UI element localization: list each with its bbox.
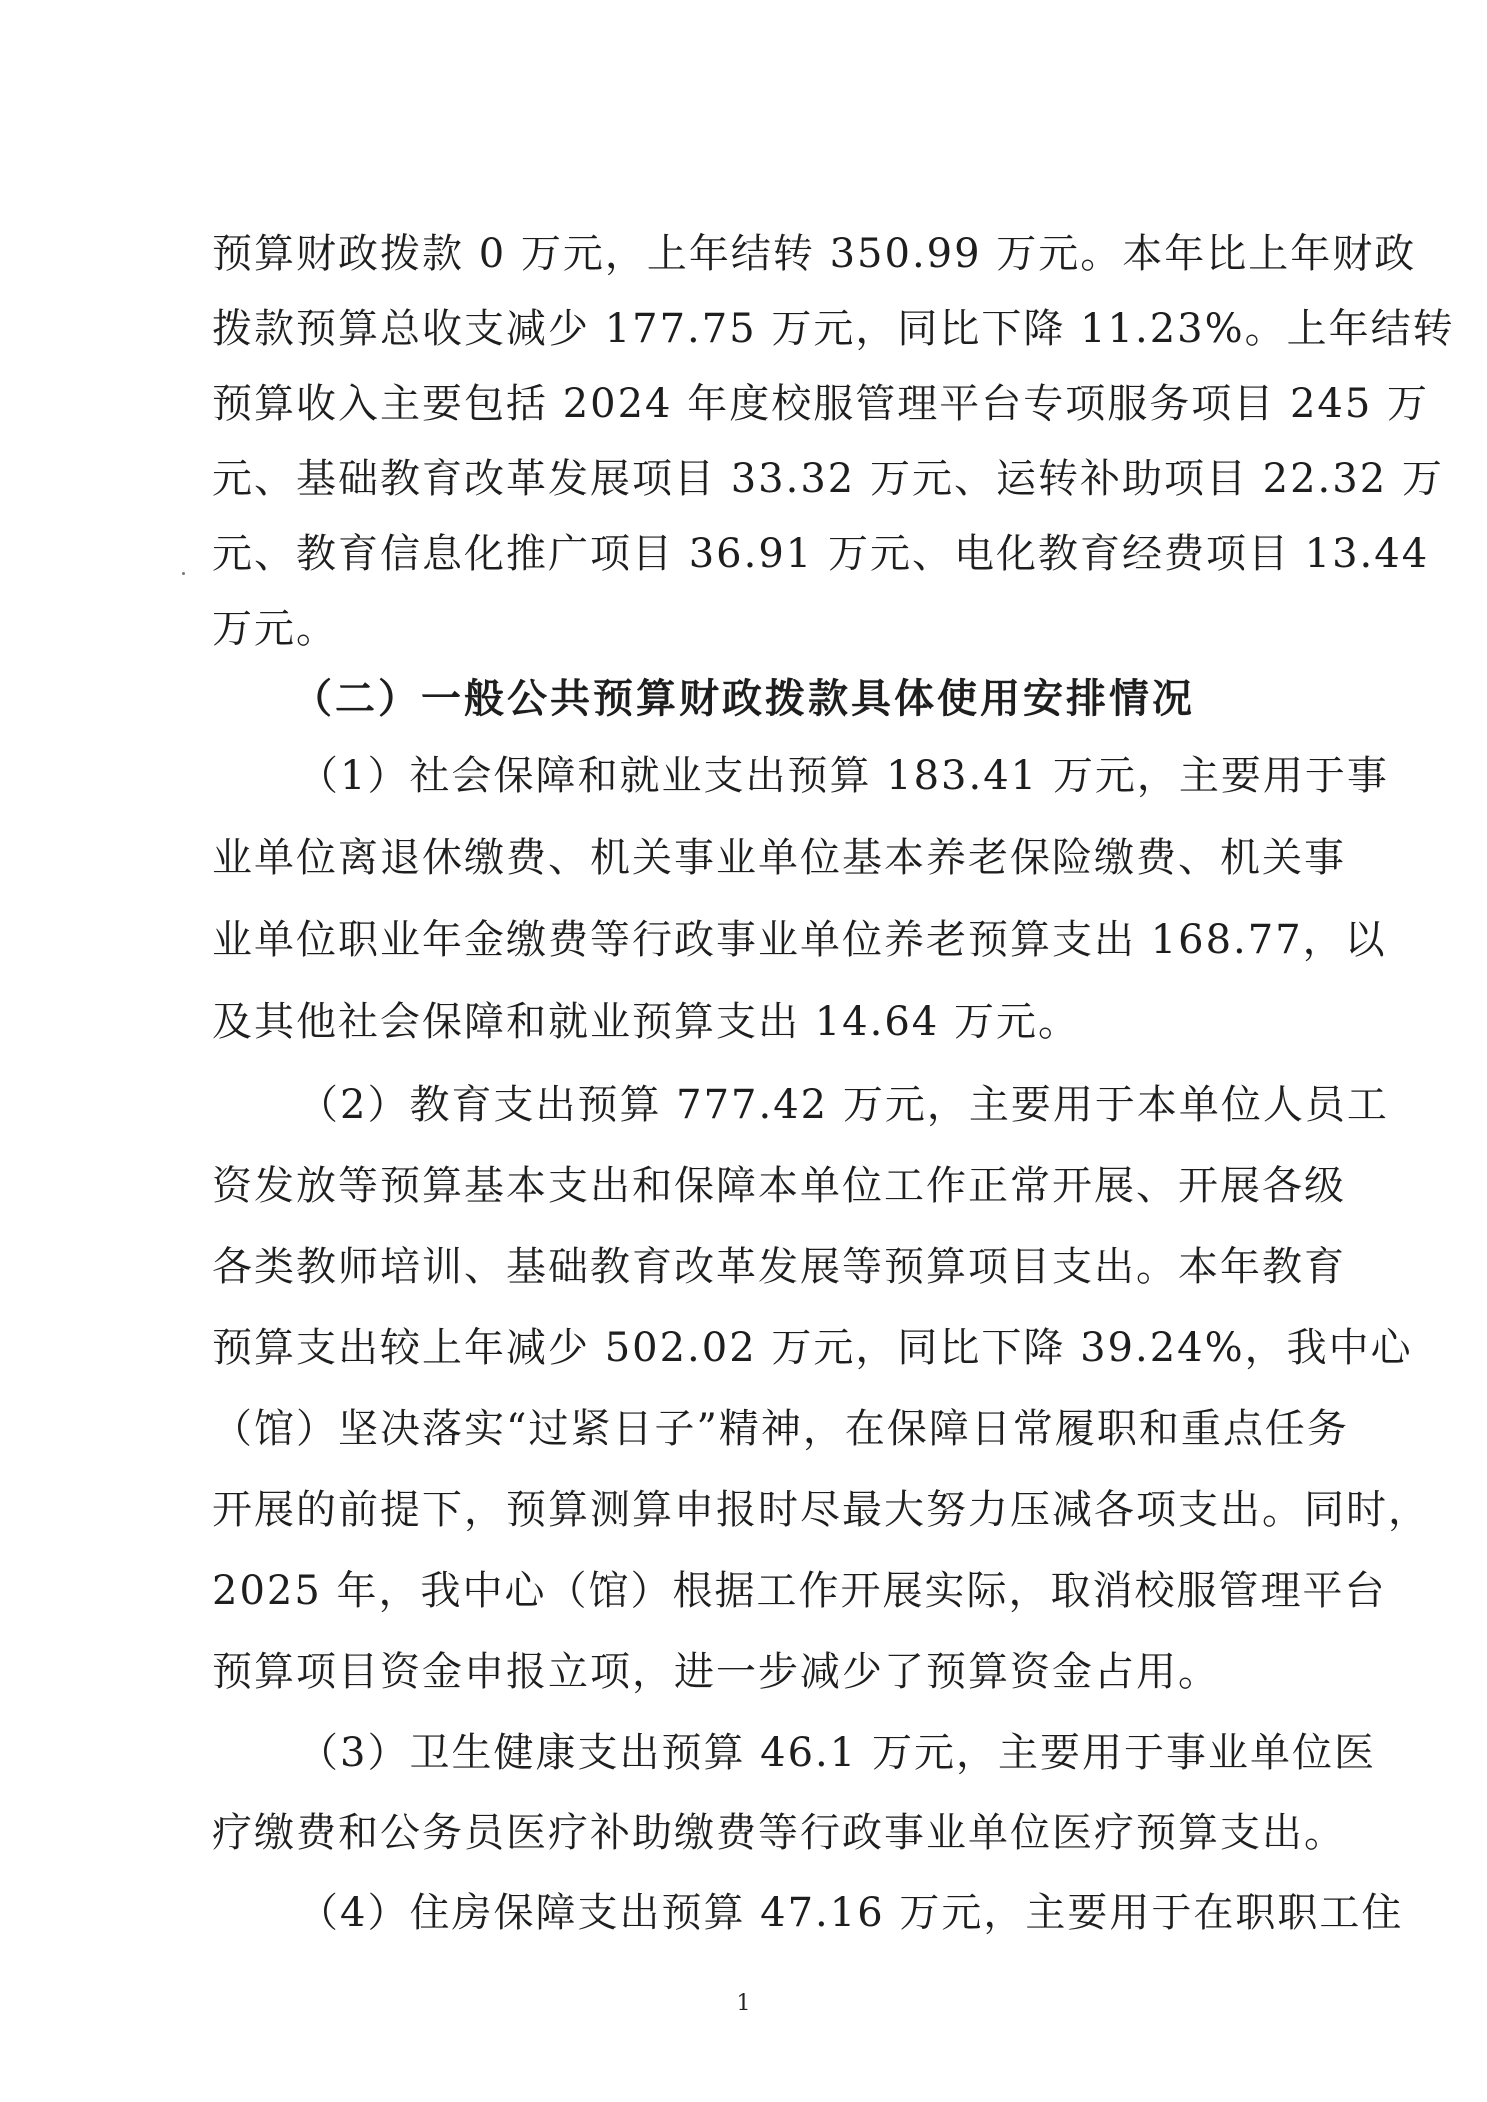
text-line-11: 及其他社会保障和就业预算支出 14.64 万元。 [212,999,1080,1045]
text-line-5: 元、教育信息化推广项目 36.91 万元、电化教育经费项目 13.44 [212,531,1430,577]
text-line-8: （1）社会保障和就业支出预算 183.41 万元，主要用于事 [298,753,1389,799]
text-line-16: （馆）坚决落实“过紧日子”精神，在保障日常履职和重点任务 [212,1406,1349,1452]
text-line-4: 元、基础教育改革发展项目 33.32 万元、运转补助项目 22.32 万 [212,456,1444,502]
text-line-18: 2025 年，我中心（馆）根据工作开展实际，取消校服管理平台 [212,1568,1387,1614]
text-line-13: 资发放等预算基本支出和保障本单位工作正常开展、开展各级 [212,1163,1346,1209]
text-line-6: 万元。 [212,606,338,652]
text-line-19: 预算项目资金申报立项，进一步减少了预算资金占用。 [212,1649,1220,1695]
text-line-1: 预算财政拨款 0 万元，上年结转 350.99 万元。本年比上年财政 [212,231,1417,277]
text-line-22: （4）住房保障支出预算 47.16 万元，主要用于在职职工住 [298,1890,1404,1936]
text-line-20: （3）卫生健康支出预算 46.1 万元，主要用于事业单位医 [298,1730,1376,1776]
text-line-12: （2）教育支出预算 777.42 万元，主要用于本单位人员工 [298,1082,1389,1128]
text-line-3: 预算收入主要包括 2024 年度校服管理平台专项服务项目 245 万 [212,381,1430,427]
scan-speck [182,572,185,575]
section-heading: （二）一般公共预算财政拨款具体使用安排情况 [292,675,1195,722]
text-line-17: 开展的前提下，预算测算申报时尽最大努力压减各项支出。同时， [212,1487,1430,1533]
text-line-2: 拨款预算总收支减少 177.75 万元，同比下降 11.23%。上年结转 [212,306,1455,352]
text-line-15: 预算支出较上年减少 502.02 万元，同比下降 39.24%，我中心 [212,1325,1413,1371]
text-line-14: 各类教师培训、基础教育改革发展等预算项目支出。本年教育 [212,1244,1346,1290]
page-number: 1 [736,1991,751,2016]
text-line-21: 疗缴费和公务员医疗补助缴费等行政事业单位医疗预算支出。 [212,1810,1346,1856]
text-line-9: 业单位离退休缴费、机关事业单位基本养老保险缴费、机关事 [212,835,1346,881]
text-line-10: 业单位职业年金缴费等行政事业单位养老预算支出 168.77，以 [212,917,1387,963]
